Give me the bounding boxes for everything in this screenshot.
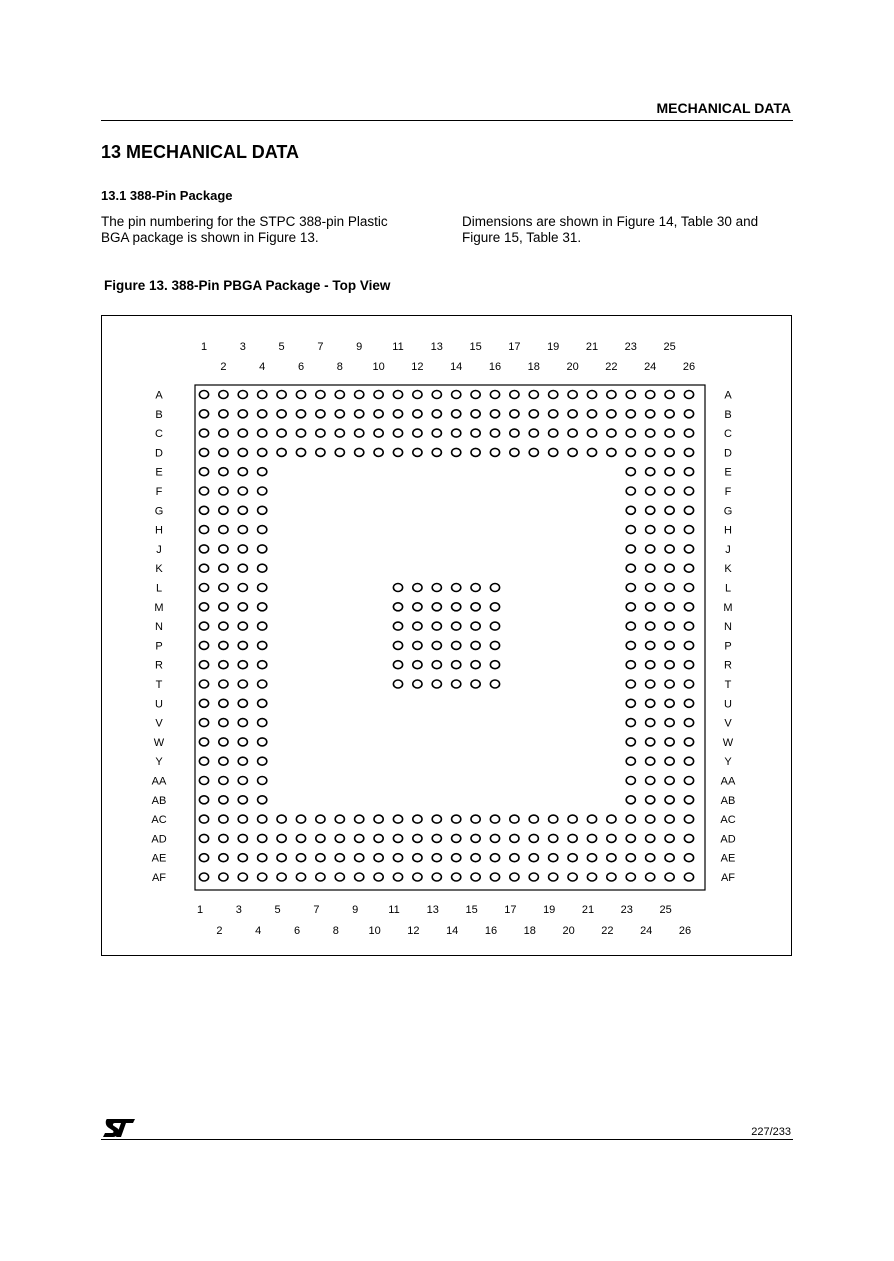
column-label-bottom-5: 5 (274, 904, 281, 916)
row-label-left-N: N (155, 621, 163, 634)
row-label-left-AD: AD (151, 833, 167, 846)
column-label-top-15: 15 (469, 341, 482, 353)
row-label-left-F: F (155, 486, 163, 498)
column-label-bottom-6: 6 (293, 925, 301, 937)
row-label-left-K: K (155, 563, 163, 576)
row-label-right-N: N (724, 621, 732, 634)
column-label-bottom-20: 20 (562, 925, 575, 937)
column-label-top-21: 21 (585, 341, 599, 353)
row-label-right-L: L (724, 582, 732, 595)
row-label-left-M: M (154, 601, 164, 614)
row-label-left-AE: AE (151, 852, 167, 865)
row-label-left-C: C (155, 428, 163, 441)
row-label-right-R: R (724, 659, 732, 672)
column-label-top-18: 18 (527, 361, 540, 373)
row-label-right-AA: AA (720, 775, 736, 788)
row-label-left-L: L (155, 582, 163, 595)
column-label-top-9: 9 (356, 341, 363, 353)
row-label-left-AF: AF (151, 872, 167, 884)
column-label-bottom-24: 24 (640, 925, 653, 937)
column-label-top-5: 5 (278, 341, 285, 353)
row-label-right-T: T (724, 679, 732, 691)
column-label-bottom-3: 3 (235, 904, 242, 916)
section-title: 13 MECHANICAL DATA (101, 142, 300, 162)
row-label-right-P: P (724, 640, 732, 653)
row-label-left-T: T (155, 679, 163, 691)
row-label-left-W: W (153, 736, 165, 749)
paragraph-right-line-1: Dimensions are shown in Figure 14, Table 30 and (462, 214, 759, 229)
column-label-top-22: 22 (605, 361, 618, 373)
column-label-bottom-17: 17 (504, 904, 517, 916)
row-label-right-Y: Y (724, 756, 732, 769)
row-label-right-AF: AF (720, 872, 736, 884)
row-label-right-U: U (724, 698, 732, 711)
row-label-right-F: F (724, 486, 732, 498)
row-label-right-AD: AD (720, 833, 736, 846)
header-title: MECHANICAL DATA (656, 100, 791, 116)
column-label-bottom-22: 22 (601, 925, 614, 937)
column-label-top-12: 12 (411, 361, 424, 373)
column-label-bottom-16: 16 (484, 925, 498, 937)
page-number: 227/233 (751, 1126, 791, 1138)
row-label-right-G: G (723, 505, 733, 518)
column-label-top-14: 14 (450, 361, 463, 373)
column-label-bottom-12: 12 (407, 925, 420, 937)
column-label-bottom-4: 4 (255, 925, 262, 937)
row-label-right-J: J (725, 543, 731, 556)
column-label-bottom-10: 10 (368, 925, 381, 937)
row-label-right-D: D (724, 447, 732, 460)
row-label-left-J: J (156, 543, 162, 556)
subsection-title: 13.1 388-Pin Package (101, 188, 233, 203)
column-label-bottom-2: 2 (216, 925, 223, 937)
paragraph-right (462, 214, 794, 246)
row-label-right-H: H (724, 524, 732, 537)
column-label-top-24: 24 (644, 361, 657, 373)
row-label-left-E: E (155, 466, 163, 479)
column-label-top-11: 11 (392, 341, 404, 353)
column-label-top-1: 1 (200, 341, 208, 353)
column-label-top-7: 7 (317, 341, 324, 353)
header-rule (101, 120, 793, 121)
row-label-left-G: G (154, 505, 164, 518)
paragraph-left-line-2: BGA package is shown in Figure 13. (101, 230, 319, 245)
column-label-bottom-23: 23 (620, 904, 633, 916)
column-label-top-4: 4 (259, 361, 266, 373)
row-label-left-Y: Y (155, 756, 163, 769)
st-logo (101, 1117, 137, 1139)
column-label-bottom-18: 18 (523, 925, 536, 937)
column-label-top-2: 2 (220, 361, 227, 373)
row-label-right-W: W (722, 736, 734, 749)
column-label-bottom-21: 21 (581, 904, 595, 916)
column-label-top-8: 8 (336, 361, 343, 373)
column-label-top-16: 16 (488, 361, 502, 373)
row-label-right-B: B (724, 408, 732, 421)
row-label-left-R: R (155, 659, 163, 672)
column-label-bottom-7: 7 (313, 904, 320, 916)
row-label-left-AB: AB (151, 794, 167, 807)
figure-box (101, 315, 792, 956)
column-label-top-19: 19 (547, 341, 560, 353)
column-label-bottom-9: 9 (352, 904, 359, 916)
column-label-top-13: 13 (430, 341, 443, 353)
row-label-right-AE: AE (720, 852, 736, 865)
row-label-right-E: E (724, 466, 732, 479)
column-label-bottom-13: 13 (426, 904, 439, 916)
row-label-right-V: V (724, 717, 732, 730)
footer-rule (101, 1139, 793, 1140)
row-label-left-V: V (155, 717, 163, 730)
row-label-right-K: K (724, 563, 732, 576)
row-label-left-AC: AC (151, 814, 167, 827)
column-label-bottom-8: 8 (332, 925, 339, 937)
row-label-left-AA: AA (151, 775, 167, 788)
row-label-right-A: A (724, 389, 732, 402)
row-label-left-U: U (155, 698, 163, 711)
column-label-bottom-14: 14 (446, 925, 459, 937)
column-label-top-3: 3 (239, 341, 246, 353)
paragraph-left-line-1: The pin numbering for the STPC 388-pin Plastic (101, 214, 388, 229)
row-label-right-AC: AC (720, 814, 736, 827)
paragraph-right-line-2: Figure 15, Table 31. (462, 230, 582, 245)
column-label-top-23: 23 (624, 341, 637, 353)
column-label-top-26: 26 (682, 361, 696, 373)
column-label-bottom-11: 11 (388, 904, 400, 916)
row-label-right-C: C (724, 428, 732, 441)
paragraph-left (101, 214, 437, 246)
figure-caption: Figure 13. 388-Pin PBGA Package - Top View (104, 278, 391, 293)
row-label-left-A: A (155, 389, 163, 402)
column-label-bottom-19: 19 (543, 904, 556, 916)
column-label-bottom-26: 26 (678, 925, 692, 937)
row-label-right-M: M (723, 601, 733, 614)
column-label-top-6: 6 (297, 361, 305, 373)
column-label-top-17: 17 (508, 341, 521, 353)
column-label-bottom-25: 25 (659, 904, 672, 916)
row-label-left-D: D (155, 447, 163, 460)
column-label-bottom-1: 1 (196, 904, 204, 916)
column-label-top-20: 20 (566, 361, 579, 373)
column-label-bottom-15: 15 (465, 904, 478, 916)
column-label-top-10: 10 (372, 361, 385, 373)
row-label-left-P: P (155, 640, 163, 653)
column-label-top-25: 25 (663, 341, 676, 353)
row-label-right-AB: AB (720, 794, 736, 807)
row-label-left-H: H (155, 524, 163, 537)
row-label-left-B: B (155, 408, 163, 421)
